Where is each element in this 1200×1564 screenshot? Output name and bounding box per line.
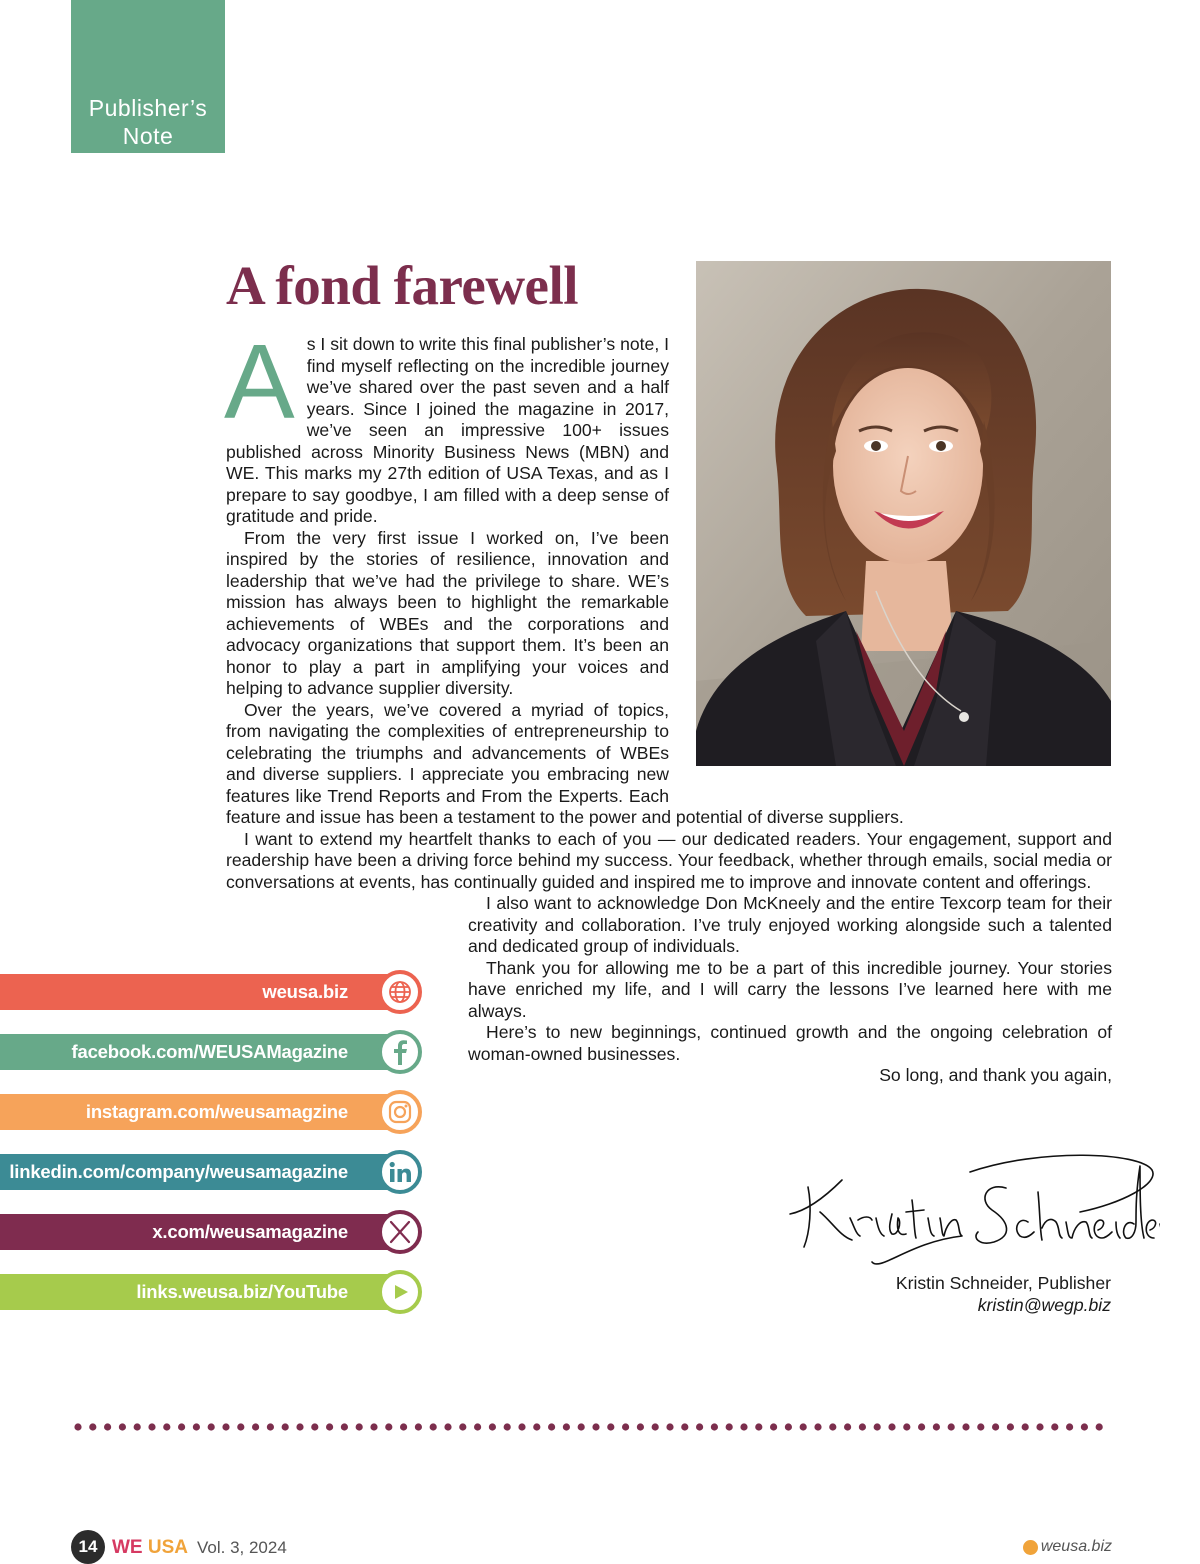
divider-dot: [696, 1423, 703, 1430]
divider-dot: [400, 1423, 407, 1430]
social-link-youtube[interactable]: [0, 1274, 424, 1310]
divider-dot: [652, 1423, 659, 1430]
divider-dot: [104, 1423, 111, 1430]
social-link-label[interactable]: instagram.com/weusamagzine: [0, 1094, 400, 1130]
divider-dot: [666, 1423, 673, 1430]
divider-dot: [829, 1423, 836, 1430]
divider-dot: [148, 1423, 155, 1430]
footer-website[interactable]: [1023, 1538, 1112, 1556]
divider-dot: [1022, 1423, 1029, 1430]
youtube-icon: [378, 1270, 422, 1314]
divider-dot: [533, 1423, 540, 1430]
divider-dot: [740, 1423, 747, 1430]
article-paragraph-6: Thank you for allowing me to be a part of this incredible journey. Your stories have enriched my life, and I will carry the lessons I’ve learned here with me always.: [468, 957, 1112, 1021]
globe-icon: [1023, 1540, 1038, 1555]
divider-dot: [548, 1423, 555, 1430]
divider-dot: [1081, 1423, 1088, 1430]
divider-dot: [193, 1423, 200, 1430]
social-link-instagram[interactable]: [0, 1094, 424, 1130]
instagram-icon: [378, 1090, 422, 1134]
brand-we: WE: [112, 1537, 143, 1558]
divider-dot: [119, 1423, 126, 1430]
divider-dot: [637, 1423, 644, 1430]
divider-dot: [267, 1423, 274, 1430]
divider-dot: [859, 1423, 866, 1430]
divider-dot: [592, 1423, 599, 1430]
divider-dot: [222, 1423, 229, 1430]
social-link-website[interactable]: [0, 974, 424, 1010]
divider-dot: [518, 1423, 525, 1430]
divider-dot: [1066, 1423, 1073, 1430]
divider-dot: [385, 1423, 392, 1430]
social-link-x[interactable]: [0, 1214, 424, 1250]
divider-dot: [933, 1423, 940, 1430]
article-paragraph-3: Over the years, we’ve covered a myriad of topics, from navigating the complexities of entrepreneurship to celebrating the triumphs and advancements of WBEs and diverse suppliers. I appreciate you embracing new features like Trend Reports and From the Experts. Each feature and issue has been a testament to the power and potential of diverse suppliers.: [226, 699, 904, 827]
page-number-badge: 14: [71, 1530, 105, 1564]
photo-wrap-spacer: [669, 334, 1112, 790]
divider-dot: [888, 1423, 895, 1430]
article-headline: A fond farewell: [226, 255, 579, 316]
divider-dot: [814, 1423, 821, 1430]
article-paragraph-2: From the very first issue I worked on, I’ve been inspired by the stories of resilience, innovation and leadership that we’ve had the privilege to share. WE’s mission has always been to highlight the remarkable achievements of WBEs and the corporations and advocacy organizations that support them. It’s been an honor to play a part in amplifying your voices and helping to advance supplier diversity.: [226, 527, 669, 698]
divider-dot: [237, 1423, 244, 1430]
article-paragraph-1-text: s I sit down to write this final publisher’s note, I find myself reflecting on the incredible journey we’ve shared over the past seven and a half years. Since I joined the magazine in 2017, we’ve seen an impressive 100+ issues published across Minority Business News (MBN) and WE. This marks my 27th edition of USA Texas, and as I prepare to say goodbye, I am filled with a deep sense of gratitude and pride.: [226, 334, 669, 526]
facebook-icon: [378, 1030, 422, 1074]
divider-dot: [977, 1423, 984, 1430]
article-paragraph-7: Here’s to new beginnings, continued growth and the ongoing celebration of woman-owned businesses.: [468, 1022, 1112, 1064]
brand-usa: USA: [147, 1537, 189, 1558]
divider-dot: [282, 1423, 289, 1430]
magazine-brand: [112, 1536, 188, 1560]
linkedin-icon: [378, 1150, 422, 1194]
divider-dot: [208, 1423, 215, 1430]
divider-dot: [607, 1423, 614, 1430]
divider-dot: [1051, 1423, 1058, 1430]
x-icon: [378, 1210, 422, 1254]
divider-dot: [430, 1423, 437, 1430]
divider-dot: [356, 1423, 363, 1430]
divider-dot: [563, 1423, 570, 1430]
divider-dot: [962, 1423, 969, 1430]
social-link-label[interactable]: facebook.com/WEUSAMagazine: [0, 1034, 400, 1070]
article-paragraph-5: I also want to acknowledge Don McKneely and the entire Texcorp team for their creativity and collaboration. I’ve truly enjoyed working alongside such a talented and dedicated group of individuals.: [468, 893, 1112, 956]
divider-dot: [326, 1423, 333, 1430]
divider-dot: [74, 1423, 81, 1430]
divider-dot: [903, 1423, 910, 1430]
divider-dot: [1036, 1423, 1043, 1430]
article-signoff: So long, and thank you again,: [879, 1065, 1112, 1085]
social-link-label[interactable]: x.com/weusamagazine: [0, 1214, 400, 1250]
article-paragraph-4: I want to extend my heartfelt thanks to each of you — our dedicated readers. Your engagement, support and readership have been a driving force behind my success. Your feedback, whether through emails, social media or conversations at events, has continually guided and inspired me to improve and innovate content and offerings.: [226, 828, 1112, 892]
social-link-label[interactable]: weusa.biz: [0, 974, 400, 1010]
divider-dot: [874, 1423, 881, 1430]
handwritten-signature: [780, 1152, 1160, 1272]
divider-dot: [504, 1423, 511, 1430]
divider-dot: [252, 1423, 259, 1430]
divider-dot: [415, 1423, 422, 1430]
divider-dot: [1007, 1423, 1014, 1430]
divider-dot: [89, 1423, 96, 1430]
social-link-facebook[interactable]: [0, 1034, 424, 1070]
social-link-label[interactable]: links.weusa.biz/YouTube: [0, 1274, 400, 1310]
divider-dot: [134, 1423, 141, 1430]
divider-dot: [948, 1423, 955, 1430]
divider-dot: [726, 1423, 733, 1430]
divider-dot: [785, 1423, 792, 1430]
issue-volume: Vol. 3, 2024: [197, 1538, 287, 1557]
divider-dot: [370, 1423, 377, 1430]
divider-dot: [489, 1423, 496, 1430]
signature-email[interactable]: kristin@wegp.biz: [977, 1295, 1111, 1315]
divider-dot: [341, 1423, 348, 1430]
drop-cap: A: [224, 323, 295, 441]
divider-dot: [755, 1423, 762, 1430]
divider-dot: [681, 1423, 688, 1430]
social-link-label[interactable]: linkedin.com/company/weusamagazine: [0, 1154, 400, 1190]
dotted-divider: [73, 1422, 1113, 1432]
divider-dot: [622, 1423, 629, 1430]
signature-name-title: Kristin Schneider, Publisher: [895, 1273, 1111, 1293]
social-link-linkedin[interactable]: [0, 1154, 424, 1190]
divider-dot: [311, 1423, 318, 1430]
divider-dot: [1096, 1423, 1103, 1430]
divider-dot: [178, 1423, 185, 1430]
divider-dot: [800, 1423, 807, 1430]
divider-dot: [711, 1423, 718, 1430]
divider-dot: [918, 1423, 925, 1430]
divider-dot: [459, 1423, 466, 1430]
globe-icon: [378, 970, 422, 1014]
divider-dot: [296, 1423, 303, 1430]
section-tab: Publisher’s Note: [71, 0, 225, 153]
divider-dot: [474, 1423, 481, 1430]
divider-dot: [444, 1423, 451, 1430]
divider-dot: [844, 1423, 851, 1430]
footer-website-label[interactable]: weusa.biz: [1040, 1538, 1112, 1555]
divider-dot: [992, 1423, 999, 1430]
divider-dot: [163, 1423, 170, 1430]
divider-dot: [770, 1423, 777, 1430]
divider-dot: [578, 1423, 585, 1430]
